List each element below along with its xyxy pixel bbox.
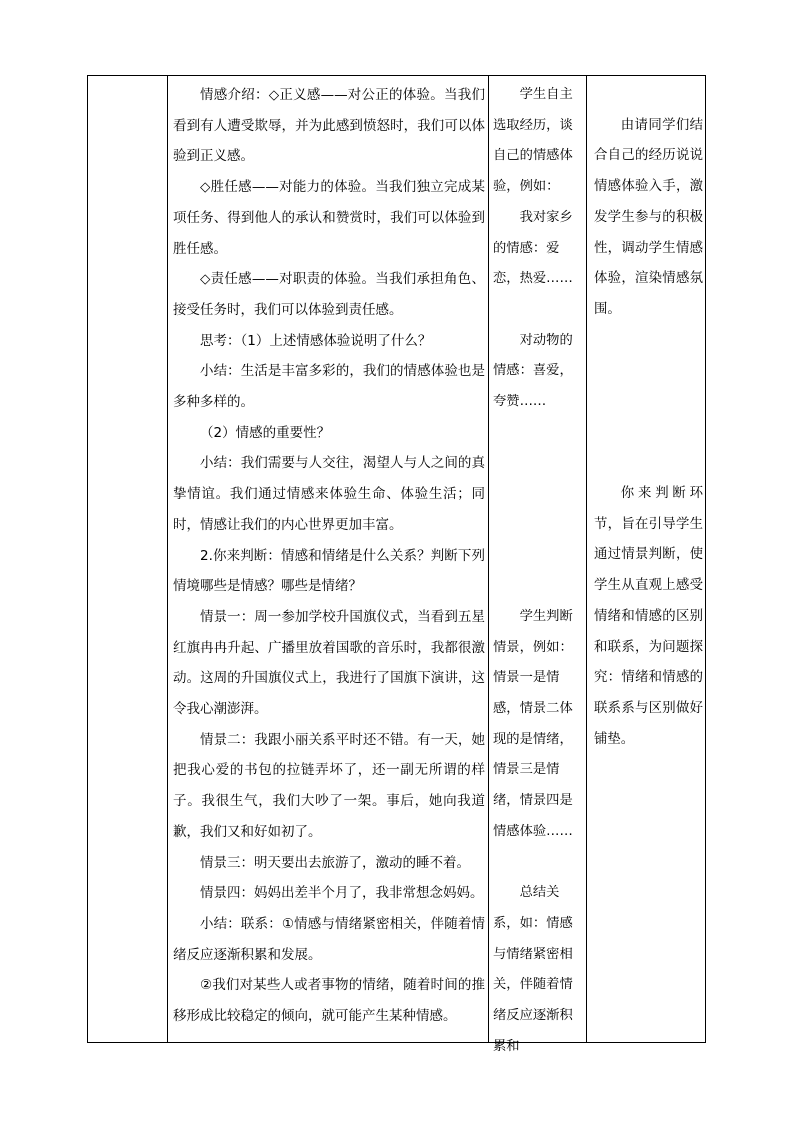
student-activity-column [493, 80, 585, 1054]
responsibility-paragraph: ◇责任感——对职责的体验。当我们承担角色、接受任务时，我们可以体验到责任感。 [173, 271, 485, 318]
column-divider [167, 76, 168, 1042]
student-activity-4: 学生判断情景，例如：情景一是情感，情景二体现的是情绪，情景三是情绪，情景四是情感体验…… [493, 608, 573, 839]
emotion-intro-paragraph: 情感介绍：◇正义感——对公正的体验。当我们看到有人遭受欺辱，并为此感到愤怒时，我们可以体验到正义感。 [173, 87, 485, 165]
summary-2: 小结：我们需要与人交往，渴望人与人之间的真挚情谊。我们通过情感来体验生命、体验生活；同时，情感让我们的内心世界更加丰富。 [173, 455, 485, 533]
student-activity-3: 对动物的情感：喜爱，夸赞…… [493, 332, 573, 410]
student-activity-2: 我对家乡的情感：爱恋，热爱…… [493, 209, 573, 287]
summary-relation-2: ②我们对某些人或者事物的情绪，随着时间的推移形成比较稳定的倾向，就可能产生某种情感。 [173, 977, 485, 1025]
column-divider [586, 76, 587, 1042]
summary-relation: 小结：联系：①情感与情绪紧密相关，伴随着情绪反应逐渐积累和发展。 [173, 915, 485, 963]
stage-column [88, 80, 167, 1042]
scenario-4: 情景四：妈妈出差半个月了，我非常想念妈妈。 [200, 885, 484, 902]
question-2: （2）情感的重要性？ [200, 424, 331, 441]
lesson-table [87, 75, 706, 1054]
judge-task: 2.你来判断：情感和情绪是什么关系？判断下列情境哪些是情感？哪些是情绪？ [173, 547, 485, 595]
teaching-content-column [173, 80, 485, 1042]
scenario-2: 情景二：我跟小丽关系平时还不错。有一天，她把我心爱的书包的拉链弄坏了，还一副无所谓的样子。我很生气，我们大吵了一架。事后，她向我道歉，我们又和好如初了。 [173, 731, 485, 840]
student-activity-1: 学生自主选取经历，谈自己的情感体验，例如： [493, 87, 573, 195]
question-1: 思考：（1）上述情感体验说明了什么？ [200, 332, 432, 349]
student-activity-5: 总结关系，如：情感与情绪紧密相关，伴随着情绪反应逐渐积累和 [493, 885, 573, 1054]
summary-1: 小结：生活是丰富多彩的，我们的情感体验也是多种多样的。 [173, 363, 485, 411]
column-divider [488, 76, 489, 1042]
design-intent-column [594, 80, 703, 1042]
design-intent-2: 你来判断环节，旨在引导学生通过情景判断，使学生从直观上感受情绪和情感的区别和联系，为问题探究：情绪和情感的联系系与区别做好铺垫。 [594, 486, 703, 747]
design-intent-1: 由请同学们结合自己的经历说说情感体验入手，激发学生参与的积极性，调动学生情感体验，渲染情感氛围。 [594, 117, 703, 317]
competence-paragraph: ◇胜任感——对能力的体验。当我们独立完成某项任务、得到他人的承认和赞赏时，我们可以体验到胜任感。 [173, 179, 485, 257]
scenario-3: 情景三：明天要出去旅游了，激动的睡不着。 [200, 854, 470, 871]
scenario-1: 情景一：周一参加学校升国旗仪式，当看到五星红旗冉冉升起、广播里放着国歌的音乐时，我都很激动。这周的升国旗仪式上，我进行了国旗下演讲，这令我心潮澎湃。 [173, 608, 485, 718]
